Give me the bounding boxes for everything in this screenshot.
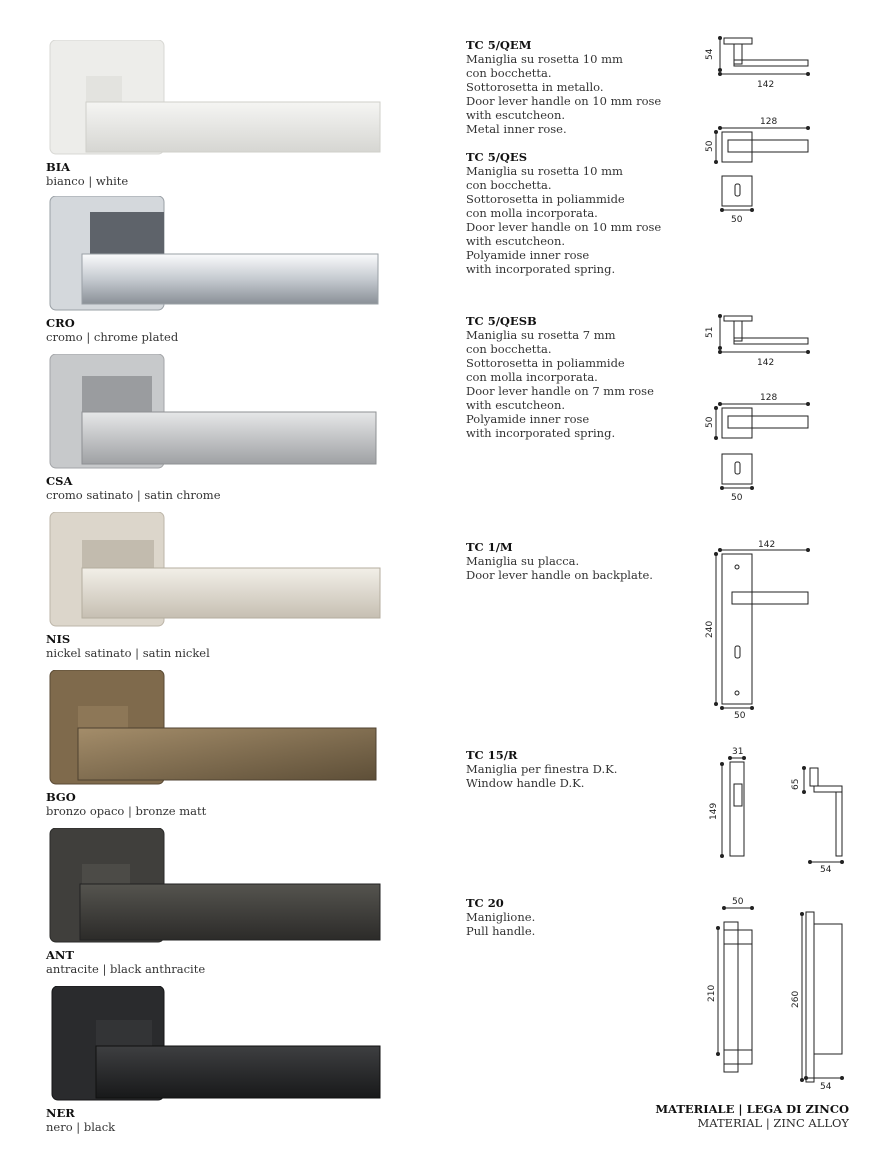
drawing-qesb-side [700,308,820,370]
finish-bia: BIA bianco | white [46,40,386,188]
finish-code: NER [46,1106,75,1120]
product-line: con molla incorporata. [466,206,598,220]
finish-ner: NER nero | black [46,986,386,1134]
product-tc5-qesb [466,314,686,440]
finish-name-it: bianco [46,174,85,188]
finish-bgo: BGO bronzo opaco | bronze matt [46,670,386,818]
product-code: TC 1/M [466,540,513,554]
product-line: con bocchetta. [466,178,552,192]
drawing-qem-top [700,112,820,228]
dim-label: 54 [705,48,715,60]
dim-label: 128 [760,117,778,127]
handle-photo [46,40,386,158]
product-line: con bocchetta. [466,342,552,356]
finish-name-en: chrome plated [93,330,179,344]
finish-name-en: satin nickel [142,646,210,660]
dim-label: 142 [758,540,776,550]
dim-label: 128 [760,393,778,403]
product-line: with incorporated spring. [466,426,616,440]
product-line: Sottorosetta in metallo. [466,80,604,94]
dim-label: 50 [705,140,715,152]
handle-photo [46,986,386,1104]
finish-name-en: satin chrome [144,488,221,502]
finish-name-it: bronzo opaco [46,804,125,818]
dim-label: 142 [757,358,775,368]
finish-name-en: black [83,1120,116,1134]
finish-code: CSA [46,474,73,488]
dim-label: 31 [732,747,744,757]
handle-photo [46,670,386,788]
dim-label: 51 [705,326,715,338]
dim-label: 54 [820,1082,832,1092]
finish-name-en: white [95,174,129,188]
finish-ant: ANT antracite | black anthracite [46,828,386,976]
handle-photo [46,354,386,472]
handle-photo [46,512,386,630]
product-line: con molla incorporata. [466,370,598,384]
finish-code: CRO [46,316,75,330]
dim-label: 50 [731,493,743,503]
finish-name-it: cromo satinato [46,488,134,502]
product-line: Maniglione. [466,910,536,924]
product-code: TC 5/QES [466,150,528,164]
dim-label: 50 [705,416,715,428]
product-line: Maniglia per finestra D.K. [466,762,618,776]
product-line: Metal inner rose. [466,122,567,136]
product-tc15-r [466,748,686,790]
product-tc5-qem [466,38,686,136]
product-line: Sottorosetta in poliammide [466,356,625,370]
product-line: Polyamide inner rose [466,248,590,262]
finish-nis: NIS nickel satinato | satin nickel [46,512,386,660]
finish-name-it: cromo [46,330,83,344]
finish-cro: CRO cromo | chrome plated [46,196,386,344]
product-code: TC 5/QEM [466,38,532,52]
finish-code: BGO [46,790,76,804]
product-code: TC 20 [466,896,504,910]
product-line: Door lever handle on backplate. [466,568,653,582]
product-line: Polyamide inner rose [466,412,590,426]
dim-label: 210 [707,984,717,1002]
material-it: MATERIALE | LEGA DI ZINCO [655,1102,849,1116]
finish-code: BIA [46,160,71,174]
finish-name-it: nickel satinato [46,646,132,660]
product-line: Sottorosetta in poliammide [466,192,625,206]
product-line: Window handle D.K. [466,776,585,790]
dim-label: 260 [791,990,801,1008]
finish-name-it: antracite [46,962,99,976]
dim-label: 50 [731,215,743,225]
product-line: Maniglia su rosetta 10 mm [466,164,623,178]
finish-name-it: nero [46,1120,73,1134]
product-line: with escutcheon. [466,234,566,248]
product-tc5-qes [466,150,686,276]
dim-label: 54 [820,865,832,875]
dim-label: 240 [705,620,715,638]
product-code: TC 5/QESB [466,314,537,328]
finish-code: ANT [46,948,74,962]
product-line: Door lever handle on 10 mm rose [466,220,662,234]
product-line: Maniglia su rosetta 7 mm [466,328,616,342]
drawing-tc15r [700,744,850,876]
finish-csa: CSA cromo satinato | satin chrome [46,354,386,502]
product-line: con bocchetta. [466,66,552,80]
dim-label: 149 [709,802,719,820]
product-line: with incorporated spring. [466,262,616,276]
product-tc1-m [466,540,686,582]
dim-label: 50 [734,711,746,721]
product-line: Maniglia su placca. [466,554,580,568]
material-note [655,1102,849,1130]
product-code: TC 15/R [466,748,518,762]
product-line: Door lever handle on 7 mm rose [466,384,654,398]
dim-label: 65 [791,778,801,790]
dim-label: 142 [757,80,775,90]
product-line: Door lever handle on 10 mm rose [466,94,662,108]
handle-photo [46,196,386,314]
drawing-tc1m [700,536,820,722]
drawing-qesb-top [700,388,820,504]
product-line: with escutcheon. [466,108,566,122]
finish-code: NIS [46,632,71,646]
handle-photo [46,828,386,946]
product-line: Pull handle. [466,924,536,938]
drawing-qem-side [700,30,820,92]
drawing-tc20 [700,894,850,1094]
product-line: with escutcheon. [466,398,566,412]
dim-label: 50 [732,897,744,907]
finish-name-en: bronze matt [135,804,207,818]
product-line: Maniglia su rosetta 10 mm [466,52,623,66]
product-tc20 [466,896,686,938]
material-en: MATERIAL | ZINC ALLOY [697,1116,849,1130]
finish-name-en: black anthracite [109,962,206,976]
